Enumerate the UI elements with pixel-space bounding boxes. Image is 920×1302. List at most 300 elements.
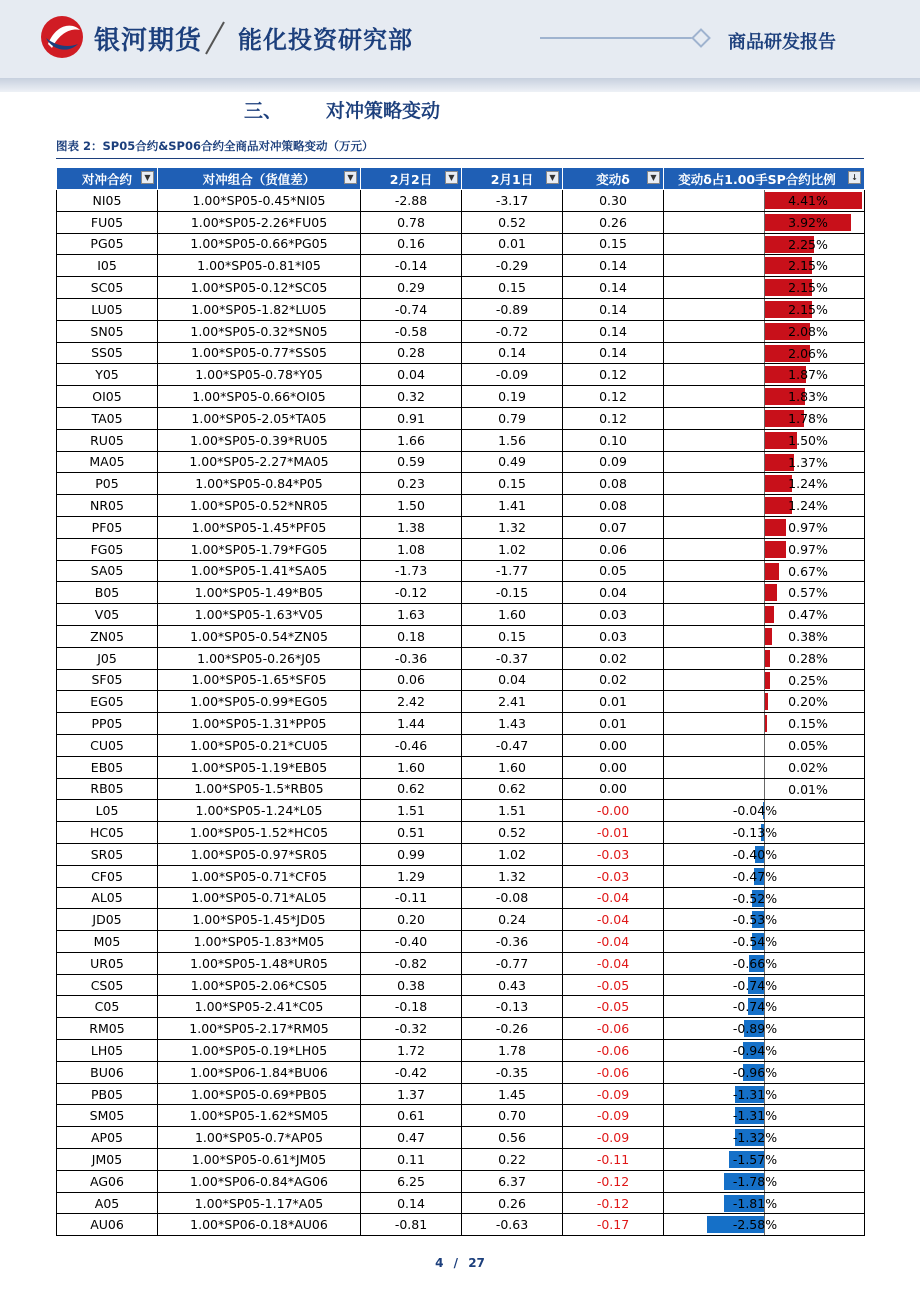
combo-cell: 1.00*SP05-0.81*I05 (158, 255, 361, 277)
feb2-cell: -0.82 (361, 952, 462, 974)
table-row (57, 277, 865, 299)
combo-cell: 1.00*SP05-1.5*RB05 (158, 778, 361, 800)
feb1-cell: 1.60 (462, 756, 563, 778)
ratio-cell (664, 996, 865, 1018)
delta-cell: 0.09 (563, 451, 664, 473)
table-row (57, 756, 865, 778)
combo-cell: 1.00*SP05-0.39*RU05 (158, 429, 361, 451)
feb1-cell: 1.45 (462, 1083, 563, 1105)
delta-cell: 0.02 (563, 669, 664, 691)
ratio-cell (664, 756, 865, 778)
feb2-cell: -0.18 (361, 996, 462, 1018)
feb2-cell: 0.04 (361, 364, 462, 386)
feb2-cell: 1.29 (361, 865, 462, 887)
column-header-label: 变动δ占1.00手SP合约比例 (678, 171, 836, 187)
ratio-cell (664, 342, 865, 364)
contract-cell: AG06 (57, 1170, 158, 1192)
feb2-cell: 2.42 (361, 691, 462, 713)
ratio-label: 2.25% (788, 236, 828, 252)
delta-cell: -0.17 (563, 1214, 664, 1236)
diamond-icon (691, 28, 711, 48)
contract-cell: UR05 (57, 952, 158, 974)
table-row (57, 604, 865, 626)
sort-descending-icon[interactable]: ↓ (848, 171, 861, 184)
table-row (57, 887, 865, 909)
contract-cell: SA05 (57, 560, 158, 582)
feb2-cell: 0.91 (361, 407, 462, 429)
table-row (57, 931, 865, 953)
combo-cell: 1.00*SP05-0.32*SN05 (158, 320, 361, 342)
table-row (57, 298, 865, 320)
delta-cell: 0.01 (563, 713, 664, 735)
figure-caption: 图表 2：SP05合约&SP06合约全商品对冲策略变动（万元） (56, 139, 374, 153)
contract-cell: M05 (57, 931, 158, 953)
feb2-cell: 0.47 (361, 1127, 462, 1149)
table-row (57, 364, 865, 386)
delta-cell: -0.00 (563, 800, 664, 822)
ratio-cell (664, 364, 865, 386)
feb2-cell: 0.62 (361, 778, 462, 800)
table-row (57, 1105, 865, 1127)
delta-cell: -0.06 (563, 1018, 664, 1040)
contract-cell: PP05 (57, 713, 158, 735)
ratio-cell (664, 800, 865, 822)
section-title (244, 96, 440, 123)
ratio-cell (664, 1040, 865, 1062)
contract-cell: SC05 (57, 277, 158, 299)
page-separator: / (453, 1256, 459, 1270)
feb2-cell: -0.74 (361, 298, 462, 320)
contract-cell: SM05 (57, 1105, 158, 1127)
feb1-cell: 0.19 (462, 386, 563, 408)
feb1-cell: 0.15 (462, 277, 563, 299)
ratio-cell (664, 734, 865, 756)
table-row (57, 1170, 865, 1192)
delta-cell: -0.04 (563, 887, 664, 909)
combo-cell: 1.00*SP05-0.69*PB05 (158, 1083, 361, 1105)
delta-cell: -0.05 (563, 996, 664, 1018)
table-row (57, 538, 865, 560)
feb2-cell: -0.32 (361, 1018, 462, 1040)
table-row (57, 473, 865, 495)
contract-cell: FU05 (57, 211, 158, 233)
table-row (57, 691, 865, 713)
ratio-label: -0.94% (732, 1043, 778, 1059)
delta-cell: -0.04 (563, 931, 664, 953)
contract-cell: FG05 (57, 538, 158, 560)
filter-dropdown-icon[interactable]: ▼ (141, 171, 154, 184)
ratio-cell (664, 211, 865, 233)
combo-cell: 1.00*SP05-0.71*AL05 (158, 887, 361, 909)
ratio-label: 4.41% (788, 193, 828, 208)
ratio-cell (664, 429, 865, 451)
ratio-cell (664, 582, 865, 604)
header-band (0, 78, 920, 92)
contract-cell: HC05 (57, 822, 158, 844)
delta-cell: -0.12 (563, 1192, 664, 1214)
delta-cell: 0.12 (563, 407, 664, 429)
feb2-cell: 0.11 (361, 1149, 462, 1171)
delta-cell: -0.04 (563, 952, 664, 974)
ratio-label: 1.24% (788, 498, 828, 514)
combo-cell: 1.00*SP05-0.97*SR05 (158, 843, 361, 865)
feb1-cell: 0.79 (462, 407, 563, 429)
combo-cell: 1.00*SP05-0.61*JM05 (158, 1149, 361, 1171)
feb1-cell: 0.26 (462, 1192, 563, 1214)
galaxy-futures-logo-icon (38, 14, 86, 60)
ratio-cell (664, 647, 865, 669)
ratio-cell (664, 931, 865, 953)
combo-cell: 1.00*SP05-2.27*MA05 (158, 451, 361, 473)
contract-cell: JD05 (57, 909, 158, 931)
feb2-cell: 0.61 (361, 1105, 462, 1127)
combo-cell: 1.00*SP05-1.48*UR05 (158, 952, 361, 974)
filter-dropdown-icon[interactable]: ▼ (344, 171, 357, 184)
feb2-cell: 1.08 (361, 538, 462, 560)
contract-cell: RU05 (57, 429, 158, 451)
feb1-cell: 2.41 (462, 691, 563, 713)
feb1-cell: 0.14 (462, 342, 563, 364)
feb1-cell: -0.36 (462, 931, 563, 953)
ratio-label: -1.78% (732, 1173, 778, 1189)
delta-cell: 0.03 (563, 625, 664, 647)
combo-cell: 1.00*SP05-2.17*RM05 (158, 1018, 361, 1040)
feb1-cell: 0.56 (462, 1127, 563, 1149)
combo-cell: 1.00*SP05-0.12*SC05 (158, 277, 361, 299)
combo-cell: 1.00*SP05-2.41*C05 (158, 996, 361, 1018)
table-row (57, 190, 865, 212)
ratio-cell (664, 778, 865, 800)
feb1-cell: 6.37 (462, 1170, 563, 1192)
contract-cell: AL05 (57, 887, 158, 909)
feb2-cell: 0.32 (361, 386, 462, 408)
contract-cell: NR05 (57, 495, 158, 517)
feb1-cell: 0.15 (462, 625, 563, 647)
combo-cell: 1.00*SP05-1.17*A05 (158, 1192, 361, 1214)
feb1-cell: 1.32 (462, 865, 563, 887)
feb1-cell: -0.15 (462, 582, 563, 604)
feb1-cell: -1.77 (462, 560, 563, 582)
column-header-label: 2月2日 (389, 171, 433, 187)
delta-cell: 0.14 (563, 342, 664, 364)
contract-cell: C05 (57, 996, 158, 1018)
delta-cell: -0.03 (563, 865, 664, 887)
feb1-cell: -0.89 (462, 298, 563, 320)
table-row (57, 516, 865, 538)
feb2-cell: 1.72 (361, 1040, 462, 1062)
combo-cell: 1.00*SP05-1.63*V05 (158, 604, 361, 626)
page-total: 27 (468, 1256, 485, 1270)
combo-cell: 1.00*SP05-0.19*LH05 (158, 1040, 361, 1062)
delta-cell: 0.00 (563, 734, 664, 756)
ratio-label: 1.24% (788, 476, 828, 492)
contract-cell: OI05 (57, 386, 158, 408)
contract-cell: PF05 (57, 516, 158, 538)
feb1-cell: -0.35 (462, 1061, 563, 1083)
ratio-label: 0.97% (788, 519, 828, 535)
combo-cell: 1.00*SP05-2.05*TA05 (158, 407, 361, 429)
ratio-cell (664, 909, 865, 931)
contract-cell: LH05 (57, 1040, 158, 1062)
department-name: 能化投资研究部 (238, 26, 413, 54)
combo-cell: 1.00*SP05-1.79*FG05 (158, 538, 361, 560)
feb2-cell: 0.23 (361, 473, 462, 495)
table-row (57, 451, 865, 473)
ratio-cell (664, 473, 865, 495)
table-row (57, 233, 865, 255)
feb1-cell: 0.43 (462, 974, 563, 996)
contract-cell: JM05 (57, 1149, 158, 1171)
feb2-cell: 6.25 (361, 1170, 462, 1192)
feb1-cell: 0.24 (462, 909, 563, 931)
feb2-cell: 0.14 (361, 1192, 462, 1214)
column-header-label: 变动δ (596, 171, 630, 187)
table-row (57, 647, 865, 669)
column-header-contract (57, 168, 158, 190)
ratio-label: 2.08% (788, 323, 828, 339)
feb2-cell: 0.28 (361, 342, 462, 364)
feb1-cell: -0.09 (462, 364, 563, 386)
column-header-ratio (664, 168, 865, 190)
ratio-label: -0.40% (732, 846, 778, 862)
delta-cell: -0.03 (563, 843, 664, 865)
feb2-cell: 1.37 (361, 1083, 462, 1105)
ratio-label: 1.87% (788, 367, 828, 383)
ratio-cell (664, 952, 865, 974)
ratio-label: 0.67% (788, 563, 828, 579)
ratio-cell (664, 1061, 865, 1083)
ratio-cell (664, 1214, 865, 1236)
ratio-label: 1.37% (788, 454, 828, 470)
feb2-cell: 1.63 (361, 604, 462, 626)
ratio-label: -0.66% (732, 955, 778, 971)
ratio-label: 0.15% (788, 716, 828, 732)
feb1-cell: -0.72 (462, 320, 563, 342)
delta-cell: -0.09 (563, 1105, 664, 1127)
delta-cell: 0.14 (563, 255, 664, 277)
combo-cell: 1.00*SP05-1.82*LU05 (158, 298, 361, 320)
section-title-text: 对冲策略变动 (326, 100, 441, 122)
ratio-label: -0.04% (732, 803, 778, 819)
table-row (57, 1083, 865, 1105)
feb2-cell: 1.66 (361, 429, 462, 451)
ratio-cell (664, 713, 865, 735)
column-header-combo (158, 168, 361, 190)
feb1-cell: 1.43 (462, 713, 563, 735)
feb2-cell: 0.16 (361, 233, 462, 255)
delta-cell: 0.14 (563, 277, 664, 299)
combo-cell: 1.00*SP05-2.26*FU05 (158, 211, 361, 233)
feb2-cell: 0.59 (361, 451, 462, 473)
feb1-cell: 0.22 (462, 1149, 563, 1171)
feb1-cell: -3.17 (462, 190, 563, 212)
combo-cell: 1.00*SP05-1.62*SM05 (158, 1105, 361, 1127)
contract-cell: Y05 (57, 364, 158, 386)
ratio-label: 0.38% (788, 628, 828, 644)
contract-cell: SR05 (57, 843, 158, 865)
ratio-label: 0.20% (788, 694, 828, 710)
feb1-cell: 0.15 (462, 473, 563, 495)
table-row (57, 625, 865, 647)
ratio-cell (664, 560, 865, 582)
table-row (57, 1061, 865, 1083)
delta-cell: -0.09 (563, 1083, 664, 1105)
table-row (57, 1018, 865, 1040)
table-row (57, 407, 865, 429)
contract-cell: MA05 (57, 451, 158, 473)
combo-cell: 1.00*SP05-1.49*B05 (158, 582, 361, 604)
contract-cell: BU06 (57, 1061, 158, 1083)
feb1-cell: 1.51 (462, 800, 563, 822)
ratio-cell (664, 386, 865, 408)
feb1-cell: 0.62 (462, 778, 563, 800)
delta-cell: -0.05 (563, 974, 664, 996)
table-row (57, 560, 865, 582)
table-row (57, 713, 865, 735)
contract-cell: CU05 (57, 734, 158, 756)
feb1-cell: 1.56 (462, 429, 563, 451)
ratio-cell (664, 1170, 865, 1192)
table-row (57, 822, 865, 844)
ratio-label: -0.54% (732, 934, 778, 950)
contract-cell: CS05 (57, 974, 158, 996)
contract-cell: P05 (57, 473, 158, 495)
ratio-label: -0.52% (732, 890, 778, 906)
table-row (57, 1149, 865, 1171)
contract-cell: I05 (57, 255, 158, 277)
combo-cell: 1.00*SP06-1.84*BU06 (158, 1061, 361, 1083)
table-row (57, 1127, 865, 1149)
ratio-label: 2.15% (788, 280, 828, 296)
filter-dropdown-icon[interactable]: ▼ (445, 171, 458, 184)
ratio-label: -0.74% (732, 999, 778, 1015)
table-header-row (57, 168, 865, 190)
ratio-label: -1.31% (732, 1108, 778, 1124)
combo-cell: 1.00*SP05-0.66*PG05 (158, 233, 361, 255)
ratio-cell (664, 516, 865, 538)
ratio-cell (664, 1083, 865, 1105)
ratio-label: -2.58% (732, 1217, 778, 1233)
delta-cell: 0.00 (563, 778, 664, 800)
feb2-cell: 0.29 (361, 277, 462, 299)
delta-cell: 0.06 (563, 538, 664, 560)
ratio-cell (664, 1105, 865, 1127)
contract-cell: EG05 (57, 691, 158, 713)
delta-cell: 0.08 (563, 473, 664, 495)
combo-cell: 1.00*SP05-0.66*OI05 (158, 386, 361, 408)
table-row (57, 974, 865, 996)
feb2-cell: 1.51 (361, 800, 462, 822)
ratio-label: 0.57% (788, 585, 828, 601)
combo-cell: 1.00*SP05-0.78*Y05 (158, 364, 361, 386)
table-row (57, 495, 865, 517)
filter-dropdown-icon[interactable]: ▼ (546, 171, 559, 184)
combo-cell: 1.00*SP05-1.24*L05 (158, 800, 361, 822)
ratio-cell (664, 865, 865, 887)
feb2-cell: 0.06 (361, 669, 462, 691)
contract-cell: EB05 (57, 756, 158, 778)
combo-cell: 1.00*SP05-1.19*EB05 (158, 756, 361, 778)
feb1-cell: 0.01 (462, 233, 563, 255)
combo-cell: 1.00*SP06-0.18*AU06 (158, 1214, 361, 1236)
feb1-cell: 0.70 (462, 1105, 563, 1127)
ratio-label: -1.32% (732, 1130, 778, 1146)
ratio-cell (664, 255, 865, 277)
contract-cell: TA05 (57, 407, 158, 429)
table-row (57, 1192, 865, 1214)
combo-cell: 1.00*SP05-1.31*PP05 (158, 713, 361, 735)
table-row (57, 582, 865, 604)
feb2-cell: 0.99 (361, 843, 462, 865)
table-row (57, 952, 865, 974)
feb1-cell: 0.52 (462, 822, 563, 844)
ratio-label: 0.02% (788, 759, 828, 775)
combo-cell: 1.00*SP05-0.45*NI05 (158, 190, 361, 212)
feb1-cell: 1.02 (462, 843, 563, 865)
feb1-cell: 1.32 (462, 516, 563, 538)
column-header-label: 对冲组合（货值差） (202, 171, 316, 187)
ratio-cell (664, 233, 865, 255)
ratio-label: 0.97% (788, 541, 828, 557)
feb2-cell: -0.42 (361, 1061, 462, 1083)
contract-cell: AP05 (57, 1127, 158, 1149)
ratio-label: -0.96% (732, 1064, 778, 1080)
ratio-cell (664, 822, 865, 844)
ratio-cell (664, 604, 865, 626)
ratio-cell (664, 495, 865, 517)
combo-cell: 1.00*SP05-1.83*M05 (158, 931, 361, 953)
combo-cell: 1.00*SP05-0.7*AP05 (158, 1127, 361, 1149)
contract-cell: J05 (57, 647, 158, 669)
combo-cell: 1.00*SP05-0.21*CU05 (158, 734, 361, 756)
filter-dropdown-icon[interactable]: ▼ (647, 171, 660, 184)
delta-cell: 0.02 (563, 647, 664, 669)
combo-cell: 1.00*SP06-0.84*AG06 (158, 1170, 361, 1192)
combo-cell: 1.00*SP05-0.54*ZN05 (158, 625, 361, 647)
delta-cell: 0.12 (563, 386, 664, 408)
feb2-cell: 0.38 (361, 974, 462, 996)
combo-cell: 1.00*SP05-1.52*HC05 (158, 822, 361, 844)
ratio-cell (664, 669, 865, 691)
delta-cell: 0.14 (563, 320, 664, 342)
brand-name: 银河期货 (94, 26, 203, 56)
feb1-cell: 0.52 (462, 211, 563, 233)
ratio-cell (664, 1149, 865, 1171)
feb2-cell: 1.38 (361, 516, 462, 538)
contract-cell: NI05 (57, 190, 158, 212)
feb2-cell: -0.46 (361, 734, 462, 756)
feb2-cell: -0.12 (361, 582, 462, 604)
delta-cell: -0.12 (563, 1170, 664, 1192)
ratio-cell (664, 451, 865, 473)
section-number: 三、 (244, 100, 283, 122)
page-number: 4 (435, 1256, 444, 1270)
ratio-label: -0.47% (732, 868, 778, 884)
table-row (57, 865, 865, 887)
combo-cell: 1.00*SP05-1.45*JD05 (158, 909, 361, 931)
ratio-label: 0.05% (788, 737, 828, 753)
contract-cell: PG05 (57, 233, 158, 255)
feb1-cell: 1.02 (462, 538, 563, 560)
report-type: 商品研发报告 (728, 32, 836, 53)
ratio-label: -0.53% (732, 912, 778, 928)
ratio-label: -0.13% (732, 825, 778, 841)
contract-cell: RM05 (57, 1018, 158, 1040)
feb1-cell: -0.13 (462, 996, 563, 1018)
combo-cell: 1.00*SP05-1.45*PF05 (158, 516, 361, 538)
feb1-cell: -0.29 (462, 255, 563, 277)
delta-cell: 0.03 (563, 604, 664, 626)
